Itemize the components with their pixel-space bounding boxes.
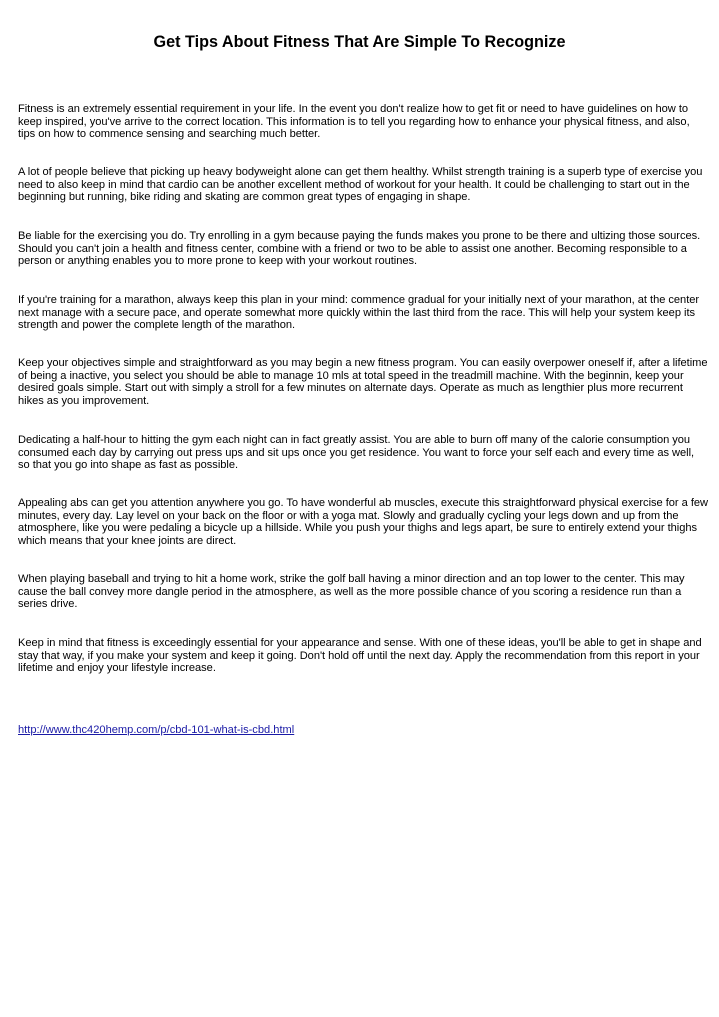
source-link[interactable]: http://www.thc420hemp.com/p/cbd-101-what-is-cbd.html (18, 724, 295, 736)
paragraph-objectives: Keep your objectives simple and straightforward as you may begin a new fitness program. You can easily overpower oneself if, after a lifetime of being a inactive, you select you should be able to manage 10 mls at total speed in the treadmill machine. With the beginnin, keep your desired goals simple. Start out with simply a stroll for a few minutes on alternate days. Operate as much as lengthier plus more recurrent hikes as you improvement. (18, 357, 708, 408)
paragraph-half-hour: Dedicating a half-hour to hitting the gym each night can in fact greatly assist. You are able to burn off many of the calorie consumption you consumed each day by carrying out press ups and sit ups once you get residence. You want to force your self each and every time as well, so that you go into shape as fast as possible. (18, 434, 695, 472)
paragraph-accountability: Be liable for the exercising you do. Try enrolling in a gym because paying the funds makes you prone to be there and ultizing those sources. Should you can't join a health and fitness center, combine with a friend or two to be able to assist one another. Becoming responsible to a person or anything enables you to more prone to keep with your workout routines. (18, 230, 701, 268)
paragraph-intro: Fitness is an extremely essential requirement in your life. In the event you don't realize how to get fit or need to have guidelines on how to keep inspired, you've arrive to the correct location. This information is to tell you regarding how to enhance your physical fitness, and also, tips on how to commence sensing and searching much better. (18, 103, 690, 141)
paragraph-abs: Appealing abs can get you attention anywhere you go. To have wonderful ab muscles, execute this straightforward physical exercise for a few minutes, every day. Lay level on your back on the floor or with a yoga mat. Slowly and gradually cycling your legs down and up from the atmosphere, like you were pedaling a bicycle up a hillside. While you push your thighs and legs apart, be sure to entirely extend your thighs which means that your knee joints are direct. (18, 497, 708, 548)
paragraph-conclusion: Keep in mind that fitness is exceedingly essential for your appearance and sense. With one of these ideas, you'll be able to get in shape and stay that way, if you make your system and keep it going. Don't hold off until the next day. Apply the recommendation from this report in your lifetime and enjoy your lifestyle increase. (18, 637, 702, 675)
paragraph-marathon: If you're training for a marathon, always keep this plan in your mind: commence gradual for your initially next of your marathon, at the center next manage with a secure pace, and operate somewhat more quickly within the last third from the race. This will help your system keep its strength and power the complete length of the marathon. (18, 294, 700, 332)
paragraph-cardio: A lot of people believe that picking up heavy bodyweight alone can get them healthy. Whilst strength training is a superb type of exercise you need to also keep in mind that cardio can be another excellent method of workout for your health. It could be challenging to start out in the beginning but running, bike riding and skating are common great types of engaging in shape. (18, 166, 703, 204)
document-title: Get Tips About Fitness That Are Simple To Recognize (153, 33, 566, 51)
paragraph-baseball: When playing baseball and trying to hit a home work, strike the golf ball having a minor direction and an top lower to the center. This may cause the ball convey more dangle period in the atmosphere, as well as the more possible chance of you scoring a residence run than a series drive. (18, 573, 685, 611)
